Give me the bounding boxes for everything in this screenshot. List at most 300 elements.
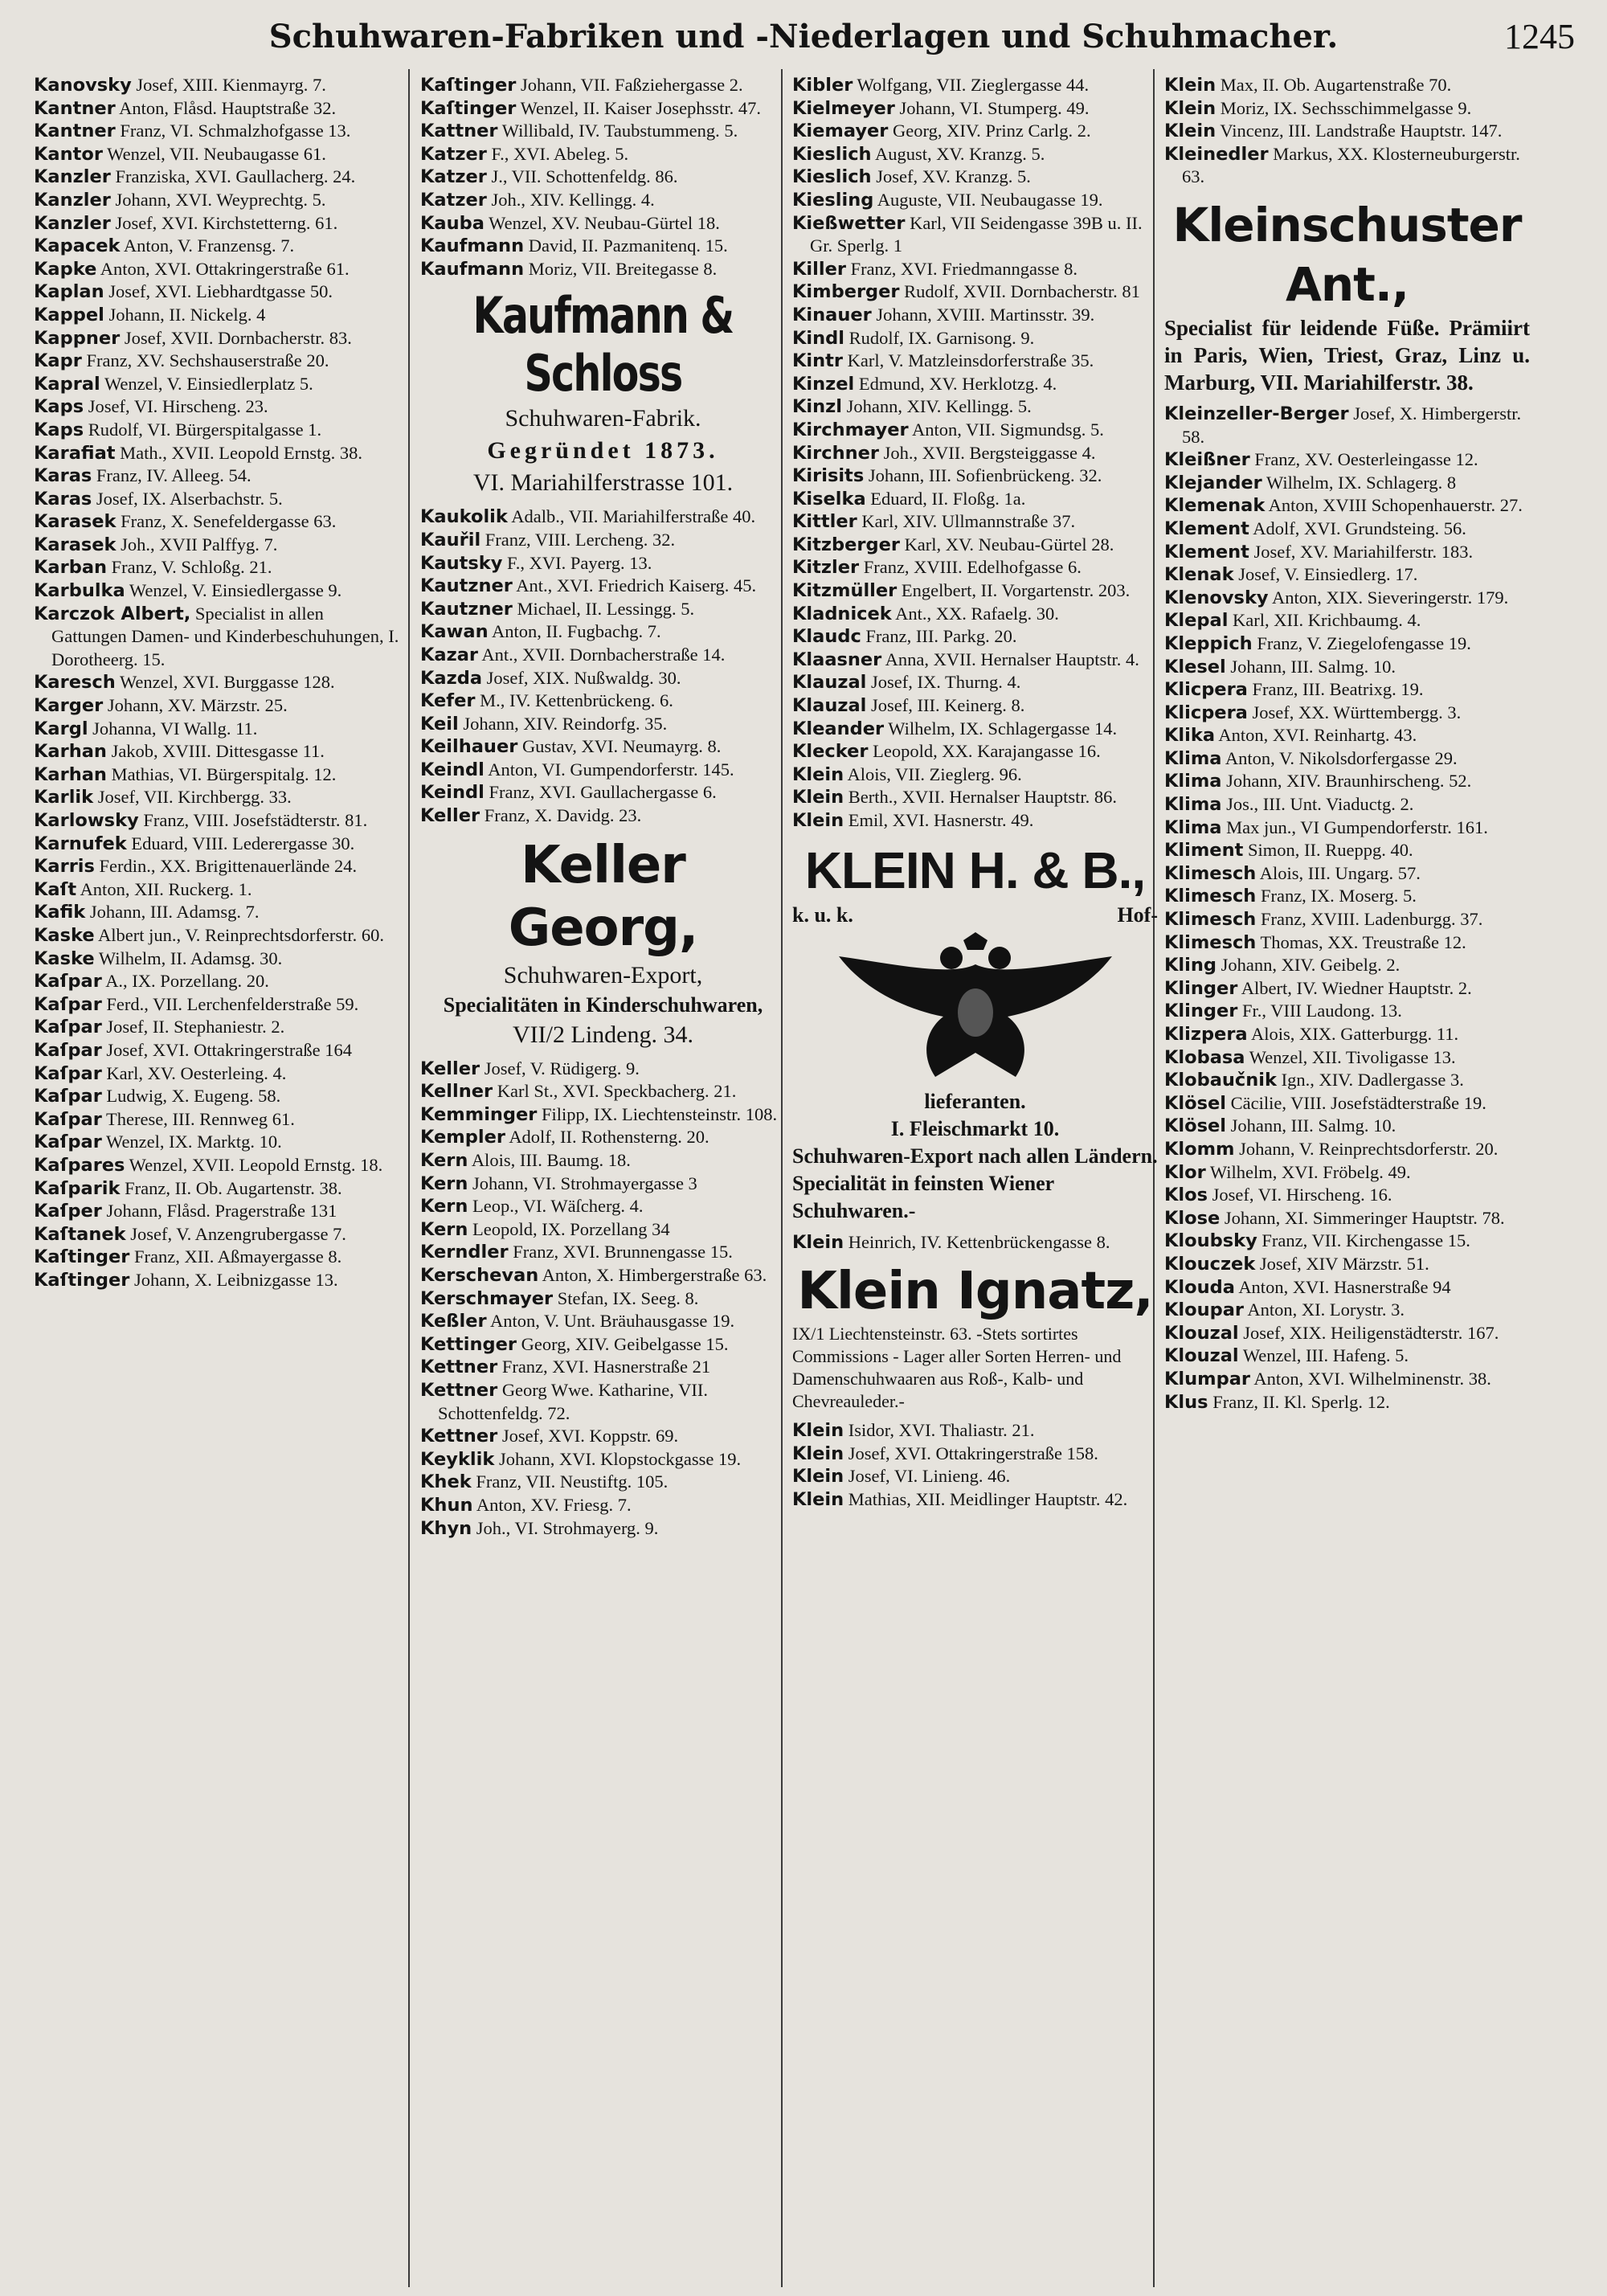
directory-entry [420, 1149, 786, 1173]
entry-details: Joh., XVII. Bergsteiggasse 4. [883, 442, 1096, 463]
directory-entry [1164, 816, 1530, 840]
directory-entry [34, 1269, 399, 1292]
directory-entry [420, 143, 786, 166]
directory-entry [420, 1241, 786, 1264]
entry-surname: Kapacek [34, 235, 121, 257]
entry-details: Josef, XIII. Kienmayrg. 7. [136, 75, 326, 95]
entry-surname: Klicpera [1164, 679, 1248, 701]
directory-entry [1164, 793, 1530, 816]
entry-details: Franz, VII. Kirchengasse 15. [1261, 1230, 1470, 1251]
directory-entry [1164, 1368, 1530, 1391]
entry-surname: Kloupar [1164, 1299, 1245, 1321]
directory-entry [792, 1443, 1158, 1466]
entry-surname: Klement [1164, 541, 1249, 563]
entry-details: Franz, XVIII. Ladenburgg. 37. [1260, 909, 1483, 930]
entry-details: Karl, VII Seidengasse 39B u. II. Gr. Sperlg. 1 [810, 212, 1143, 256]
entry-details: Josef, XX. Württembergg. 3. [1252, 702, 1462, 722]
entry-details: Franz, VIII. Josefstädterstr. 81. [143, 810, 368, 830]
directory-entry [34, 534, 399, 557]
directory-entry [1164, 632, 1530, 656]
entry-surname: Klouzal [1164, 1345, 1239, 1367]
entry-surname: Karlowsky [34, 810, 139, 831]
directory-entry [1164, 1253, 1530, 1276]
directory-entry [792, 442, 1158, 465]
ad-company-name: Kleinschuster Ant., [1172, 197, 1522, 312]
entry-surname: Klein [792, 763, 844, 785]
directory-entry [792, 556, 1158, 579]
entry-surname: Klinger [1164, 1001, 1238, 1022]
entry-details: Josef, V. Einsiedlerg. 17. [1238, 564, 1418, 585]
entry-surname: Kaſpar [34, 1017, 102, 1038]
entry-details: Johann, Flåsd. Pragerstraße 131 [106, 1201, 337, 1222]
entry-details: Josef, XVII. Dornbacherstr. 83. [124, 327, 352, 348]
directory-entry [420, 620, 786, 644]
entry-details: Johann, XI. Simmeringer Hauptstr. 78. [1224, 1207, 1505, 1228]
entry-details: Joh., XIV. Kellingg. 4. [491, 189, 655, 210]
entry-surname: Kempler [420, 1127, 505, 1148]
entry-surname: Kettinger [420, 1333, 517, 1355]
entry-surname: Klösel [1164, 1115, 1226, 1137]
entry-surname: Kellner [420, 1081, 493, 1103]
entry-details: Wenzel, XVI. Burggasse 128. [119, 672, 335, 693]
entry-details: Filipp, IX. Liechtensteinstr. 108. [542, 1103, 778, 1124]
directory-entry [420, 690, 786, 713]
entry-surname: Khek [420, 1471, 472, 1493]
entry-details: Rudolf, XVII. Dornbacherstr. 81 [904, 281, 1140, 302]
entry-surname: Klouczek [1164, 1253, 1256, 1275]
entry-surname: Klein [792, 810, 844, 831]
directory-entry [34, 74, 399, 97]
advertisement-kaufmann [420, 287, 786, 499]
directory-entry [420, 1333, 786, 1357]
entry-details: Josef, XVI. Ottakringerstraße 164 [106, 1039, 352, 1060]
entry-details: Karl, V. Matzleinsdorferstraße 35. [847, 350, 1094, 371]
directory-entry [1164, 702, 1530, 725]
entry-surname: Karczok Albert, [34, 603, 191, 624]
ad-line: IX/1 Liechtensteinstr. 63. -Stets sortirtes Commissions - Lager aller Sorten Herren- und Damenschuhwaaren aus Roß-, Kalb- und Chevreauleder.- [792, 1324, 1122, 1412]
ad-line: lieferanten. [924, 1089, 1026, 1113]
entry-surname: Kaſparik [34, 1177, 121, 1199]
entry-details: Johann, III. Adamsg. 7. [89, 902, 260, 923]
directory-entry [34, 465, 399, 488]
entry-surname: Klouda [1164, 1276, 1235, 1298]
entry-details: Wenzel, II. Kaiser Josephsstr. 47. [520, 97, 761, 118]
entry-surname: Katzer [420, 143, 487, 165]
entry-details: Josef, VI. Linieng. 46. [848, 1466, 1011, 1487]
entry-surname: Klepal [1164, 610, 1229, 632]
entry-surname: Kirchner [792, 442, 879, 464]
entry-details: Josef, XVI. Koppstr. 69. [501, 1426, 679, 1447]
entry-details: Franz, II. Ob. Augartenstr. 38. [125, 1177, 342, 1198]
entry-details: Karl, XIV. Ullmannstraße 37. [861, 511, 1076, 532]
directory-entry [34, 1177, 399, 1201]
directory-entry [420, 166, 786, 189]
advertisement-kleinschuster [1164, 195, 1530, 396]
directory-entry [792, 718, 1158, 741]
directory-entry [34, 97, 399, 121]
entry-surname: Klobaučnik [1164, 1070, 1277, 1091]
directory-entry [1164, 587, 1530, 610]
entry-details: Johann, XVI. Klopstockgasse 19. [498, 1448, 742, 1469]
entry-details: Max, II. Ob. Augartenstraße 70. [1220, 75, 1452, 95]
entry-surname: Klauzal [792, 672, 867, 694]
entry-details: Johann, XIV. Geibelg. 2. [1221, 955, 1401, 976]
ad-label: k. u. k. [792, 902, 853, 927]
directory-entry [1164, 747, 1530, 771]
entry-surname: Kirisits [792, 465, 865, 487]
entry-surname: Kaſtinger [34, 1246, 130, 1268]
entry-surname: Klauzal [792, 695, 867, 717]
entry-details: Johann, XIV. Braunhirscheng. 52. [1226, 771, 1472, 792]
entry-details: Johann, XIV. Kellingg. 5. [846, 396, 1032, 417]
entry-surname: Kaukolik [420, 506, 508, 528]
directory-entry [34, 809, 399, 833]
directory-entry [1164, 1299, 1530, 1322]
entry-surname: Klobasa [1164, 1046, 1245, 1068]
entry-details: Michael, II. Lessingg. 5. [517, 598, 695, 619]
entry-surname: Klein [792, 1420, 844, 1442]
column-divider [408, 69, 410, 2287]
entry-details: August, XV. Kranzg. 5. [874, 143, 1045, 164]
entry-details: Josef, XIX. Heiligenstädterstr. 167. [1243, 1322, 1499, 1343]
ad-line: Specialist für leidende Füße. Prämiirt in Paris, Wien, Triest, Graz, Linz u. Marburg, VII. Mariahilferstr. 38. [1164, 315, 1530, 395]
entry-details: Ant., XVI. Friedrich Kaiserg. 45. [516, 575, 757, 596]
ad-line: I. Fleischmarkt 10. [890, 1116, 1060, 1140]
directory-entry [34, 855, 399, 878]
entry-details: Karl, XII. Krichbaumg. 4. [1233, 610, 1421, 631]
entry-surname: Kefer [420, 690, 476, 712]
entry-surname: Kliment [1164, 840, 1244, 862]
directory-entry [34, 603, 399, 672]
directory-entry [1164, 908, 1530, 931]
directory-entry [34, 327, 399, 350]
entry-surname: Klemenak [1164, 495, 1266, 517]
entry-surname: Kibler [792, 75, 853, 96]
directory-entry [1164, 1230, 1530, 1253]
entry-surname: Kaſpar [34, 1039, 102, 1061]
ad-company-name: KLEIN H. & B., [804, 841, 1146, 899]
directory-entry [420, 1379, 786, 1425]
directory-entry [792, 166, 1158, 189]
directory-entry [34, 833, 399, 856]
entry-surname: Kindl [792, 327, 844, 349]
entry-surname: Klein [792, 1488, 844, 1510]
entry-details: Franz, X. Senefeldergasse 63. [121, 511, 337, 532]
entry-surname: Klimesch [1164, 931, 1257, 953]
directory-entry [1164, 1322, 1530, 1345]
entry-details: Ign., XIV. Dadlergasse 3. [1281, 1070, 1464, 1091]
entry-surname: Karas [34, 488, 92, 510]
entry-details: Franz, XVI. Hasnerstraße 21 [501, 1357, 711, 1377]
directory-column-2 [420, 74, 786, 2286]
directory-entry [1164, 472, 1530, 495]
entry-surname: Karhan [34, 763, 107, 785]
directory-entry [34, 786, 399, 809]
directory-entry [420, 1080, 786, 1103]
entry-details: Josef, XVI. Ottakringerstraße 158. [848, 1443, 1098, 1463]
entry-surname: Karasek [34, 511, 117, 533]
ad-company-name: Kaufmann & Schloss [472, 286, 734, 403]
ad-line: Schuhwaren-Export nach allen Ländern. Specialität in feinsten Wiener Schuhwaren.- [792, 1144, 1158, 1222]
entry-details: Wilhelm, II. Adamsg. 30. [98, 947, 283, 968]
directory-entry [34, 419, 399, 442]
directory-entry [420, 552, 786, 575]
entry-details: Berth., XVII. Hernalser Hauptstr. 86. [848, 787, 1118, 808]
entry-details: Franz, XV. Sechshauserstraße 20. [86, 350, 329, 371]
entry-details: Franziska, XVI. Gaullacherg. 24. [115, 166, 356, 187]
directory-entry [420, 1173, 786, 1196]
entry-surname: Kaſtinger [420, 75, 517, 96]
entry-surname: Kantor [34, 143, 103, 165]
ad-crest-row [792, 902, 1158, 929]
entry-details: Ant., XVII. Dornbacherstraße 14. [481, 644, 726, 665]
directory-entry [792, 212, 1158, 258]
entry-surname: Klein [792, 1443, 844, 1464]
entry-surname: Kintr [792, 350, 844, 372]
directory-entry [34, 740, 399, 763]
entry-details: Rudolf, IX. Garnisong. 9. [848, 327, 1035, 348]
entry-details: Ludwig, X. Eugeng. 58. [106, 1086, 281, 1107]
entry-surname: Keller [420, 1058, 480, 1079]
entry-surname: Klor [1164, 1161, 1206, 1183]
directory-column-3 [792, 74, 1158, 2286]
entry-surname: Keyklik [420, 1448, 495, 1470]
entry-surname: Killer [792, 258, 846, 280]
entry-details: Anton, V. Franzensg. 7. [123, 235, 295, 256]
entry-details: Anton, XV. Friesg. 7. [476, 1494, 632, 1515]
directory-entry [34, 671, 399, 694]
entry-surname: Keil [420, 713, 459, 735]
entry-surname: Kanzler [34, 189, 111, 211]
directory-entry [1164, 656, 1530, 679]
directory-entry [34, 1246, 399, 1269]
directory-entry [34, 1131, 399, 1154]
entry-surname: Klenak [1164, 564, 1234, 586]
ad-line: VI. Mariahilferstrasse 101. [472, 469, 734, 497]
entry-details: Anton, X. Himbergerstraße 63. [542, 1265, 767, 1285]
directory-entry [1164, 885, 1530, 908]
directory-entry [420, 1218, 786, 1242]
entry-details: Ant., XX. Rafaelg. 30. [895, 603, 1059, 624]
entry-details: Ferd., VII. Lerchenfelderstraße 59. [106, 993, 359, 1014]
entry-details: Josef, XIV Märzstr. 51. [1259, 1253, 1429, 1274]
directory-entry [1164, 724, 1530, 747]
directory-entry [34, 763, 399, 787]
entry-details: Wenzel, VII. Neubaugasse 61. [107, 143, 326, 164]
entry-details: Anton, XII. Ruckerg. 1. [80, 878, 252, 899]
entry-surname: Klimesch [1164, 886, 1257, 907]
entry-surname: Kettner [420, 1379, 498, 1401]
entry-surname: Kerndler [420, 1242, 509, 1263]
directory-entry [792, 579, 1158, 603]
entry-details: Franz, IV. Alleeg. 54. [96, 465, 251, 486]
entry-details: Wenzel, XVII. Leopold Ernstg. 18. [129, 1154, 383, 1175]
entry-surname: Kaſt [34, 878, 77, 900]
entry-surname: Klika [1164, 725, 1216, 747]
entry-surname: Kleppich [1164, 632, 1253, 654]
directory-entry [34, 901, 399, 924]
entry-details: Johann, XVIII. Martinsstr. 39. [876, 304, 1095, 325]
entry-surname: Klecker [792, 741, 869, 763]
entry-surname: Kieslich [792, 166, 872, 188]
directory-entry [1164, 1138, 1530, 1161]
ad-label: Hof- [1117, 902, 1158, 927]
entry-surname: Kapke [34, 258, 97, 280]
entry-details: Johann, III. Salmg. 10. [1230, 1115, 1396, 1136]
directory-entry [792, 350, 1158, 373]
entry-surname: Karris [34, 856, 95, 878]
directory-entry [420, 1425, 786, 1448]
entry-details: Josef, XIX. Nußwaldg. 30. [486, 667, 681, 688]
directory-entry [1164, 518, 1530, 541]
directory-entry [420, 735, 786, 759]
ad-line: Specialitäten in Kinderschuhwaren, [443, 992, 763, 1017]
entry-details: Math., XVII. Leopold Ernstg. 38. [120, 442, 362, 463]
entry-surname: Karas [34, 465, 92, 487]
entry-surname: Kinzel [792, 373, 855, 395]
directory-entry [420, 781, 786, 804]
directory-entry [792, 280, 1158, 304]
entry-surname: Keindl [420, 782, 485, 804]
entry-details: Wenzel, XV. Neubau-Gürtel 18. [489, 212, 720, 233]
entry-surname: Klinger [1164, 977, 1238, 999]
entry-surname: Kaſpar [34, 971, 102, 992]
entry-surname: Kautzner [420, 575, 513, 597]
directory-entry [1164, 609, 1530, 632]
ad-line: Schuhwaren-Fabrik. [505, 405, 701, 432]
directory-entry [420, 1195, 786, 1218]
directory-entry [792, 120, 1158, 143]
entry-surname: Kauřil [420, 529, 481, 550]
entry-surname: Karlik [34, 787, 94, 808]
directory-entry [34, 970, 399, 993]
directory-entry [420, 759, 786, 782]
entry-details: Johann, XV. Märzstr. 25. [107, 695, 288, 716]
entry-details: Johann, VII. Faßziehergasse 2. [520, 75, 743, 95]
directory-entry [420, 258, 786, 281]
directory-entry [34, 718, 399, 741]
directory-entry [34, 373, 399, 396]
entry-surname: Khun [420, 1494, 473, 1516]
ad-company-name: Keller Georg, [508, 835, 698, 958]
entry-surname: Karhan [34, 741, 107, 763]
advertisement-kleinhb [792, 839, 1158, 1225]
directory-entry [792, 327, 1158, 350]
directory-entry [420, 1494, 786, 1517]
entry-surname: Kaplan [34, 281, 104, 303]
entry-surname: Karasek [34, 534, 117, 555]
entry-surname: Kiesling [792, 189, 874, 211]
entry-details: Josef, IX. Thurng. 4. [870, 672, 1021, 693]
directory-entry [34, 1223, 399, 1246]
entry-details: Josef, IX. Alserbachstr. 5. [96, 488, 283, 509]
entry-details: Anton, V. Nikolsdorfergasse 29. [1225, 747, 1458, 768]
directory-entry [1164, 1391, 1530, 1414]
entry-details: Therese, III. Rennweg 61. [106, 1108, 295, 1129]
directory-entry [1164, 770, 1530, 793]
directory-entry [792, 1231, 1158, 1254]
entry-details: Anna, XVII. Hernalser Hauptstr. 4. [885, 649, 1139, 669]
entry-surname: Klejander [1164, 472, 1262, 493]
entry-details: Josef, VI. Hirscheng. 23. [88, 396, 268, 417]
directory-entry [34, 924, 399, 947]
entry-details: Josef, XVI. Liebhardtgasse 50. [108, 281, 333, 302]
entry-surname: Kerschmayer [420, 1287, 554, 1309]
entry-surname: Klein [1164, 121, 1216, 142]
entry-details: Albert jun., V. Reinprechtsdorferstr. 60. [98, 924, 385, 945]
entry-details: Alois, III. Ungarg. 57. [1259, 862, 1421, 883]
entry-details: Franz, XVI. Friedmanngasse 8. [850, 258, 1077, 279]
entry-surname: Klimesch [1164, 862, 1257, 884]
entry-details: Josef, II. Stephaniestr. 2. [106, 1017, 285, 1037]
directory-entry [420, 529, 786, 552]
entry-surname: Kauba [420, 212, 485, 234]
directory-entry [792, 786, 1158, 809]
entry-details: M., IV. Kettenbrückeng. 6. [480, 690, 673, 711]
entry-surname: Kaſtinger [420, 97, 517, 119]
entry-surname: Klos [1164, 1185, 1208, 1206]
directory-entry [1164, 839, 1530, 862]
directory-entry [34, 350, 399, 373]
entry-details: Anton, VI. Gumpendorferstr. 145. [488, 759, 734, 780]
entry-details: Georg Wwe. Katharine, VII. Schottenfeldg. 72. [438, 1379, 708, 1423]
entry-surname: Kapr [34, 350, 82, 372]
directory-entry [792, 304, 1158, 327]
directory-entry [420, 1448, 786, 1471]
entry-details: Jakob, XVIII. Dittesgasse 11. [111, 741, 325, 762]
entry-details: Eduard, II. Floßg. 1a. [870, 488, 1026, 509]
directory-entry [1164, 1344, 1530, 1368]
entry-surname: Kautzner [420, 598, 513, 620]
entry-surname: Karesch [34, 672, 116, 694]
entry-details: Alois, III. Baumg. 18. [471, 1150, 631, 1171]
directory-entry [420, 97, 786, 121]
entry-details: Wenzel, III. Hafeng. 5. [1242, 1345, 1409, 1366]
entry-details: Leopold, XX. Karajangasse 16. [873, 741, 1101, 762]
directory-entry [420, 667, 786, 690]
directory-entry [792, 419, 1158, 442]
entry-surname: Klumpar [1164, 1368, 1250, 1389]
page-title: Schuhwaren-Fabriken und -Niederlagen und Schuhmacher. [268, 18, 1339, 55]
entry-details: Wilhelm, IX. Schlagergasse 14. [888, 718, 1118, 739]
directory-entry [792, 625, 1158, 649]
entry-surname: Kleißner [1164, 449, 1250, 471]
directory-entry [792, 694, 1158, 718]
entry-details: Adalb., VII. Mariahilferstraße 40. [511, 506, 756, 527]
directory-entry [1164, 97, 1530, 121]
directory-entry [420, 598, 786, 621]
entry-surname: Kanovsky [34, 75, 132, 96]
entry-surname: Karger [34, 695, 104, 717]
entry-surname: Kinauer [792, 304, 872, 325]
entry-details: Leop., VI. Wäſcherg. 4. [472, 1196, 644, 1217]
entry-details: Moriz, IX. Sechsschimmelgasse 9. [1220, 97, 1472, 118]
directory-entry [34, 993, 399, 1017]
entry-details: Anton, XI. Lorystr. 3. [1247, 1299, 1405, 1320]
entry-details: Max jun., VI Gumpendorferstr. 161. [1226, 816, 1488, 837]
entry-surname: Kaſtanek [34, 1223, 126, 1245]
entry-details: Anton, V. Unt. Bräuhausgasse 19. [489, 1311, 735, 1332]
directory-entry [1164, 74, 1530, 97]
entry-surname: Kantner [34, 97, 116, 119]
entry-surname: Kleander [792, 718, 885, 739]
entry-surname: Kaſper [34, 1201, 102, 1222]
directory-entry [1164, 541, 1530, 564]
entry-surname: Karafiat [34, 442, 116, 464]
entry-details: Johanna, VI Wallg. 11. [92, 718, 258, 739]
entry-surname: Kloubsky [1164, 1230, 1257, 1252]
entry-surname: Kanzler [34, 166, 111, 188]
